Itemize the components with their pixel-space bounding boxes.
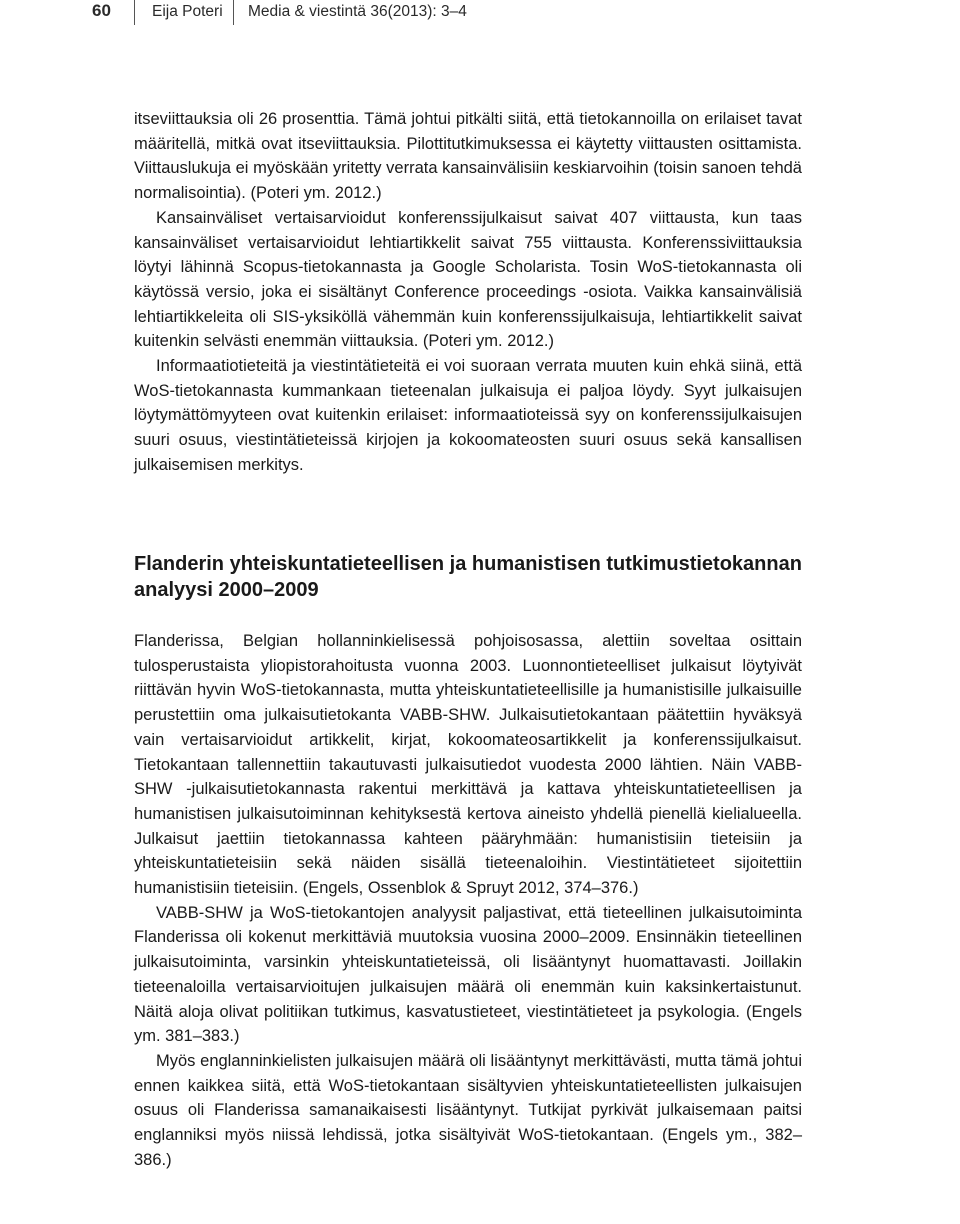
- paragraph: Myös englanninkielisten julkaisujen määrä oli lisääntynyt merkittävästi, mutta tämä johtui ennen kaikkea siitä, että WoS-tietokantaan sisältyvien yhteiskuntatieteellisten julkaisujen osuus oli Flanderissa samanaikaisesti lisääntynyt. Tutkijat pyrkivät julkaisemaan paitsi englanniksi myös niissä lehdissä, jotka sisältyivät WoS-tietokantaan. (Engels ym., 382–386.): [134, 1051, 802, 1169]
- paragraph: VABB-SHW ja WoS-tietokantojen analyysit paljastivat, että tieteellinen julkaisutoiminta Flanderissa oli kokenut merkittäviä muutoksia vuosina 2000–2009. Ensinnäkin tieteellinen julkaisutoiminta, varsinkin yhteiskuntatieteissä, oli lisääntynyt huomattavasti. Joillakin tieteenaloilla vertaisarvioitujen julkaisujen määrä oli enemmän kuin kaksinkertaistunut. Näitä aloja olivat politiikan tutkimus, kasvatustieteet, viestintätieteet ja psykologia. (Engels ym. 381–383.): [134, 903, 802, 1046]
- paragraph: itseviittauksia oli 26 prosenttia. Tämä johtui pitkälti siitä, että tietokannoilla on erilaiset tavat määritellä, mitkä ovat itseviittauksia. Pilottitutkimuksessa ei käytetty viittausten osittamista. Viittauslukuja ei myöskään yritetty verrata kansainvälisiin keskiarvoihin (toisin sanoen tehdä normalisointia). (Poteri ym. 2012.): [134, 110, 802, 203]
- header-author: Eija Poteri: [152, 3, 223, 20]
- paragraph: Flanderissa, Belgian hollanninkielisessä pohjoisosassa, alettiin soveltaa osittain tulosperustaista yliopistorahoitusta vuonna 2003. Luonnontieteelliset julkaisut löytyivät riittävän hyvin WoS-tietokannasta, mutta yhteiskuntatieteellisille ja humanistisille julkaisuille perustettiin oma julkaisutietokanta VABB-SHW. Julkaisutietokantaan päätettiin hyväksyä vain vertaisarvioidut artikkelit, kirjat, kokoomateosartikkelit ja konferenssijulkaisut. Tietokantaan tallennettiin takautuvasti julkaisutiedot vuodesta 2000 lähtien. Näin VABB-SHW -julkaisutietokannasta rakentui merkittävä ja kattava yhteiskuntatieteellisen ja humanistisen julkaisutoiminnan kehityksestä kertova aineisto yhdellä pienellä kielialueella. Julkaisut jaettiin tietokannassa kahteen pääryhmään: humanistisiin tieteisiin ja yhteiskuntatieteisiin sekä näiden sisällä tieteenaloihin. Viestintätieteet sijoitettiin humanistisiin tieteisiin. (Engels, Ossenblok & Spruyt 2012, 374–376.): [134, 632, 802, 898]
- section-heading: Flanderin yhteiskuntatieteellisen ja humanistisen tutkimustietokannan analyysi 2000–2009: [134, 553, 802, 601]
- header-divider: [233, 0, 234, 25]
- paragraph: Kansainväliset vertaisarvioidut konferenssijulkaisut saivat 407 viittausta, kun taas kansainväliset vertaisarvioidut lehtiartikkelit saivat 755 viittausta. Konferenssiviittauksia löytyi lähinnä Scopus-tietokannasta ja Google Scholarista. Tosin WoS-tietokannasta oli käytössä versio, joka ei sisältänyt Conference proceedings -osiota. Vaikka kansainvälisiä lehtiartikkeleita oli SIS-yksiköllä vähemmän kuin konferenssijulkaisuja, lehtiartikkelit saivat kuitenkin selvästi enemmän viittauksia. (Poteri ym. 2012.): [134, 208, 802, 351]
- section-text: [134, 629, 802, 1172]
- running-header: [0, 0, 960, 26]
- header-divider: [134, 0, 135, 25]
- page-number: 60: [92, 1, 111, 20]
- intro-text: [134, 107, 802, 478]
- header-journal: Media & viestintä 36(2013): 3–4: [248, 3, 467, 20]
- paragraph: Informaatiotieteitä ja viestintätieteitä ei voi suoraan verrata muuten kuin ehkä siinä, että WoS-tietokannasta kummankaan tieteenalan julkaisuja ei paljoa löydy. Syyt julkaisujen löytymättömyyteen ovat kuitenkin erilaiset: informaatioteissä syy on konferenssijulkaisujen suuri osuus, viestintätieteissä kirjojen ja kokoomateosten suuri osuus sekä kansallisen julkaisemisen merkitys.: [134, 357, 802, 474]
